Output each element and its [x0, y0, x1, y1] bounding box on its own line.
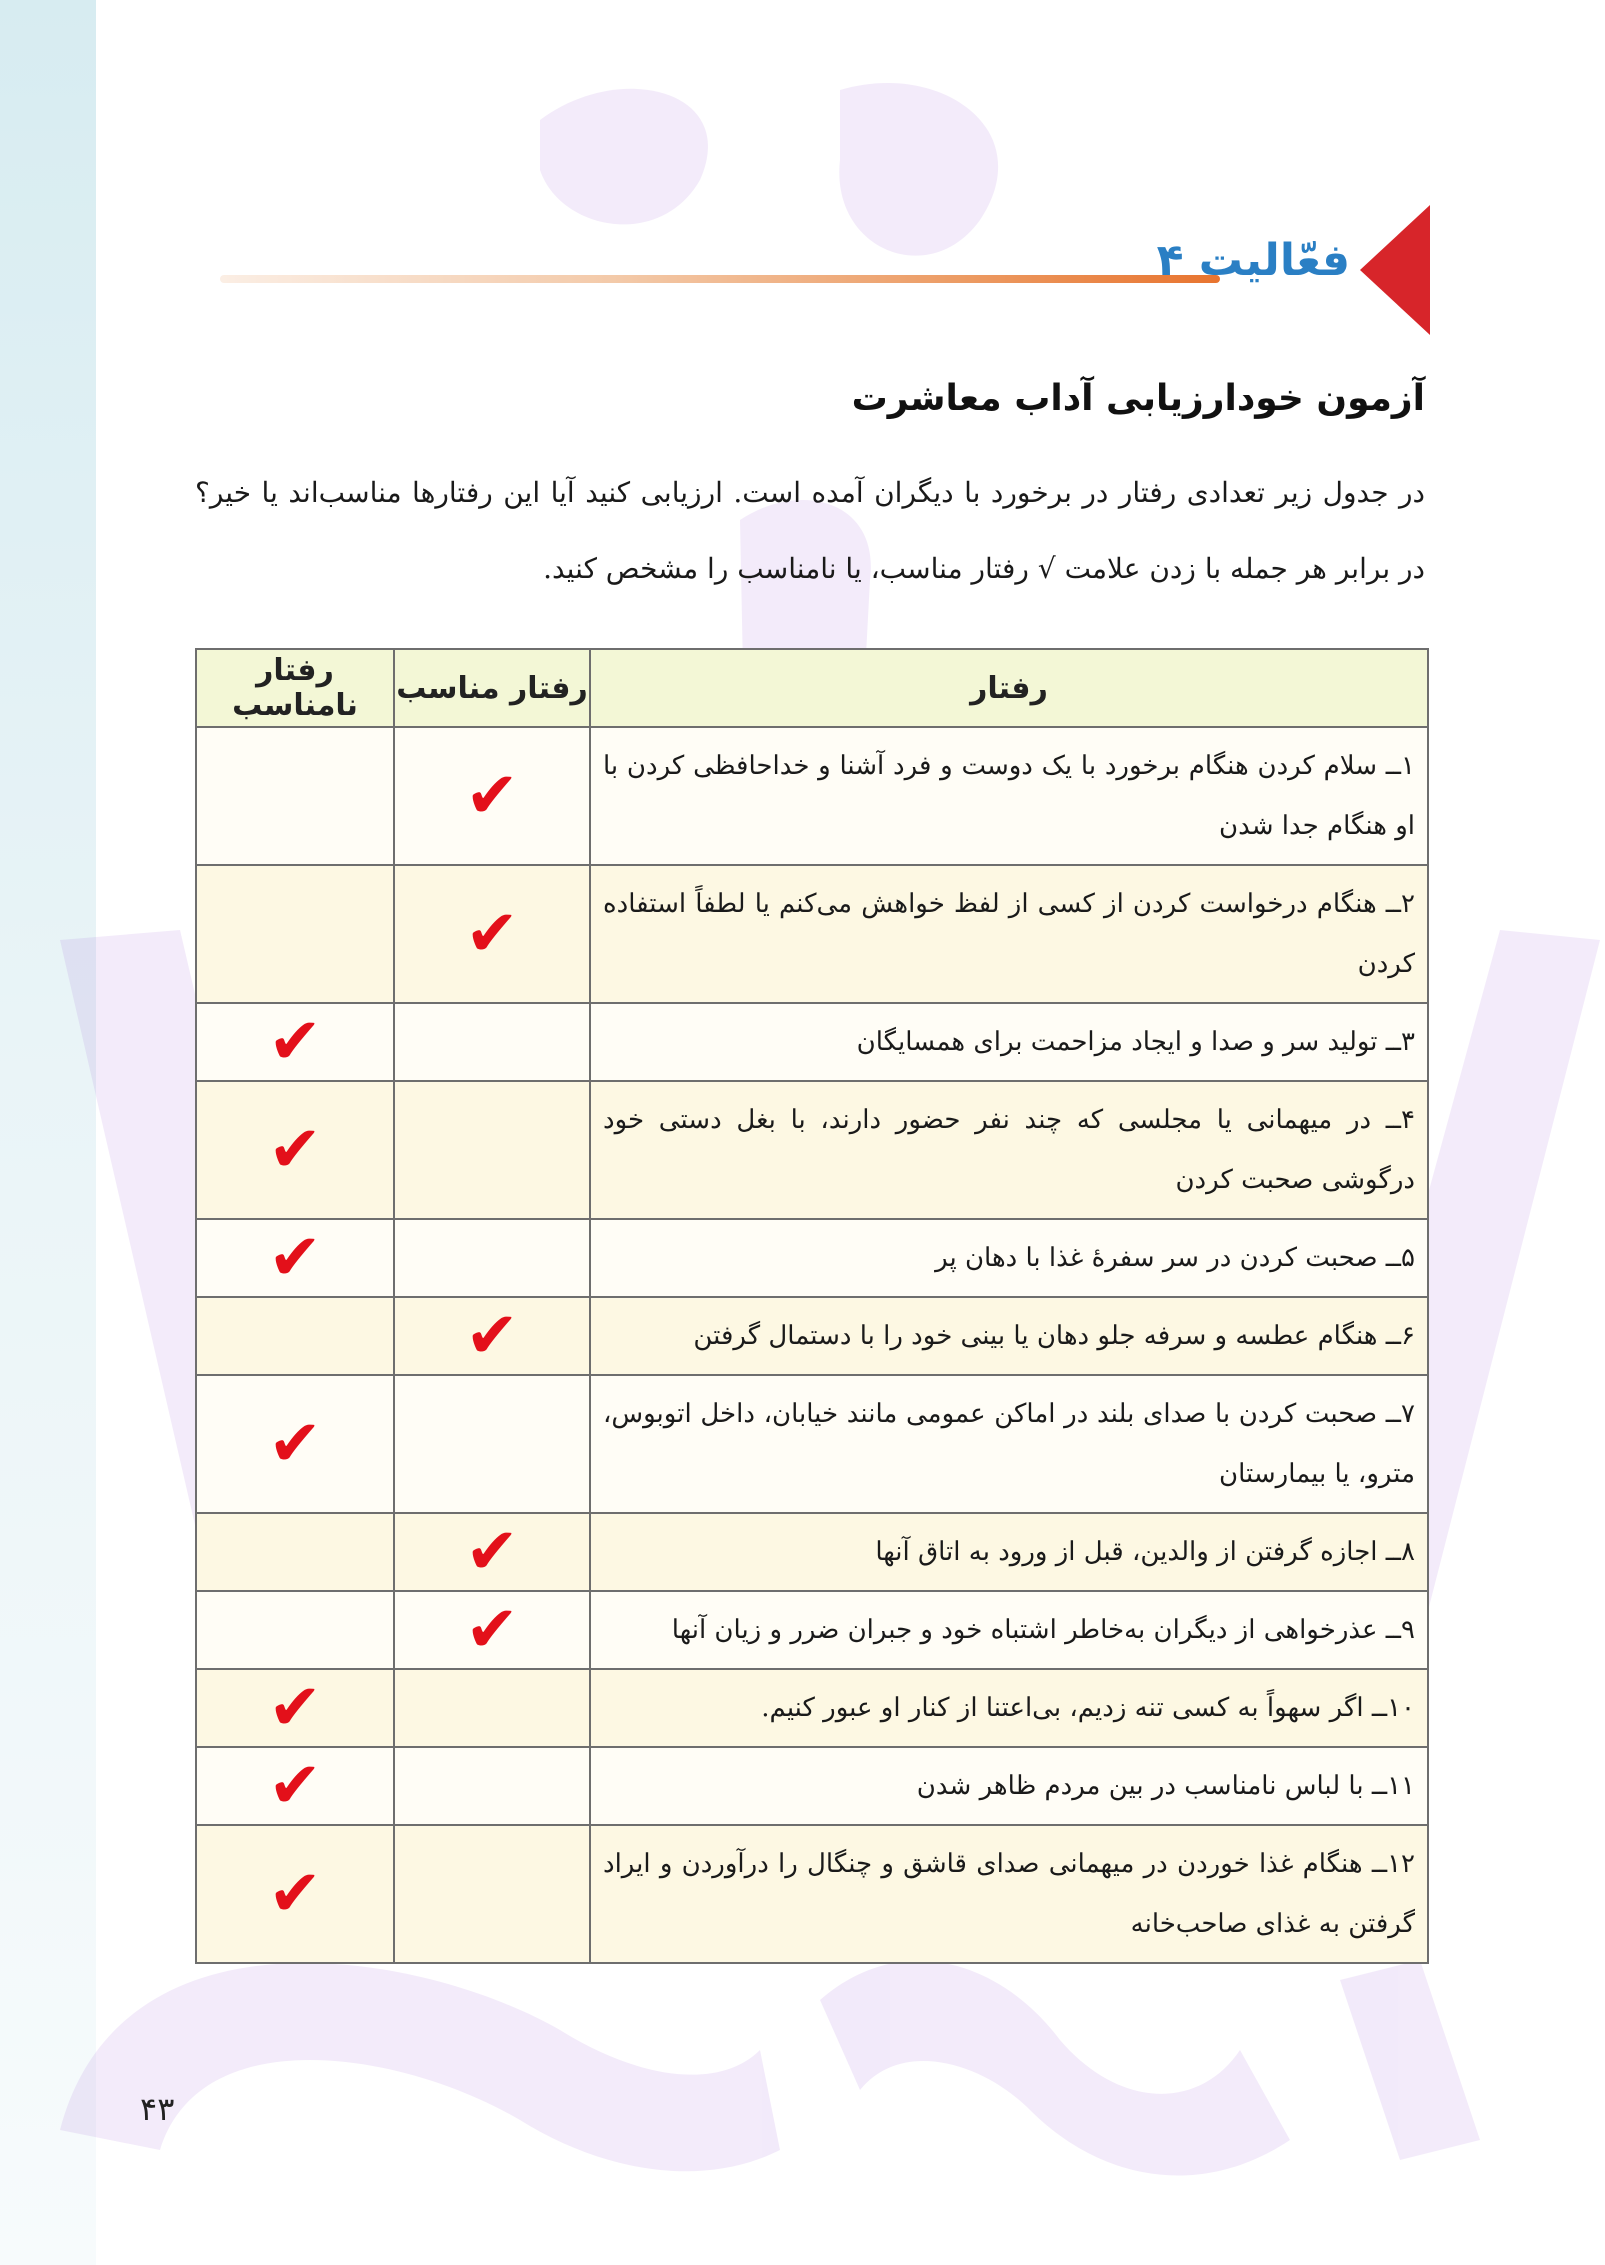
checkmark-icon: ✔: [268, 1113, 322, 1187]
table-row: [196, 1825, 1428, 1963]
appropriate-cell[interactable]: [394, 727, 590, 865]
checkmark-icon: ✔: [465, 1593, 519, 1667]
table-row: [196, 1591, 1428, 1669]
table-row: [196, 1747, 1428, 1825]
checkmark-icon: ✔: [268, 1749, 322, 1823]
behavior-text: ۴ــ در میهمانی یا مجلسی که چند نفر حضور دارند، با بغل دستی خود درگوشی صحبت کردن: [590, 1081, 1428, 1219]
behavior-text: ۱ــ سلام کردن هنگام برخورد با یک دوست و فرد آشنا و خداحافظی کردن با او هنگام جدا شدن: [590, 727, 1428, 865]
appropriate-cell[interactable]: [394, 1513, 590, 1591]
inappropriate-cell[interactable]: [196, 1591, 394, 1669]
checkmark-icon: ✔: [465, 759, 519, 833]
appropriate-cell[interactable]: [394, 1591, 590, 1669]
appropriate-cell[interactable]: [394, 1747, 590, 1825]
behavior-text: ۹ــ عذرخواهی از دیگران به‌خاطر اشتباه خود و جبران ضرر و زیان آنها: [590, 1591, 1428, 1669]
checkmark-icon: ✔: [268, 1857, 322, 1931]
behavior-text: ۷ــ صحبت کردن با صدای بلند در اماکن عمومی مانند خیابان، داخل اتوبوس، مترو، یا بیمارستان: [590, 1375, 1428, 1513]
header-appropriate: رفتار مناسب: [394, 649, 590, 727]
table-row: [196, 1003, 1428, 1081]
table-row: [196, 1297, 1428, 1375]
activity-marker-icon: [1360, 205, 1430, 335]
section-title: آزمون خودارزیابی آداب معاشرت: [851, 378, 1425, 419]
intro-paragraph: در جدول زیر تعدادی رفتار در برخورد با دیگران آمده است. ارزیابی کنید آیا این رفتارها مناسب‌اند یا خیر؟ در برابر هر جمله با زدن علامت √ رفتار مناسب، یا نامناسب را مشخص کنید.: [195, 476, 1425, 585]
checkmark-icon: ✔: [268, 1005, 322, 1079]
appropriate-cell[interactable]: [394, 1825, 590, 1963]
table-row: [196, 1375, 1428, 1513]
behavior-text: ۱۰ــ اگر سهواً به کسی تنه زدیم، بی‌اعتنا از کنار او عبور کنیم.: [590, 1669, 1428, 1747]
behavior-text: ۵ــ صحبت کردن در سر سفرهٔ غذا با دهان پر: [590, 1219, 1428, 1297]
inappropriate-cell[interactable]: [196, 1003, 394, 1081]
inappropriate-cell[interactable]: [196, 1513, 394, 1591]
table-row: [196, 865, 1428, 1003]
table-row: [196, 1219, 1428, 1297]
page-number: ۴۳: [140, 2090, 175, 2128]
checkmark-icon: ✔: [268, 1671, 322, 1745]
activity-header: [200, 205, 1430, 335]
table-row: [196, 1081, 1428, 1219]
inappropriate-cell[interactable]: [196, 1669, 394, 1747]
behavior-text: ۱۲ــ هنگام غذا خوردن در میهمانی صدای قاشق و چنگال را درآوردن و ایراد گرفتن به غذای صاحب‌خانه: [590, 1825, 1428, 1963]
checkmark-icon: ✔: [268, 1221, 322, 1295]
inappropriate-cell[interactable]: [196, 1219, 394, 1297]
appropriate-cell[interactable]: [394, 1219, 590, 1297]
activity-title: فعّالیت ۴: [1156, 235, 1350, 286]
appropriate-cell[interactable]: [394, 1375, 590, 1513]
inappropriate-cell[interactable]: [196, 1747, 394, 1825]
appropriate-cell[interactable]: [394, 1297, 590, 1375]
header-behavior: رفتار: [590, 649, 1428, 727]
table-row: [196, 1669, 1428, 1747]
checkmark-icon: ✔: [465, 1515, 519, 1589]
checkmark-icon: ✔: [465, 897, 519, 971]
appropriate-cell[interactable]: [394, 865, 590, 1003]
page-edge-strip: [0, 0, 96, 2265]
table-row: [196, 727, 1428, 865]
checkmark-icon: ✔: [268, 1407, 322, 1481]
behavior-text: ۶ــ هنگام عطسه و سرفه جلو دهان یا بینی خود را با دستمال گرفتن: [590, 1297, 1428, 1375]
table-body: [196, 727, 1428, 1963]
behavior-text: ۱۱ــ با لباس نامناسب در بین مردم ظاهر شدن: [590, 1747, 1428, 1825]
behavior-text: ۳ــ تولید سر و صدا و ایجاد مزاحمت برای همسایگان: [590, 1003, 1428, 1081]
inappropriate-cell[interactable]: [196, 727, 394, 865]
behavior-table: [195, 648, 1427, 1964]
inappropriate-cell[interactable]: [196, 1825, 394, 1963]
behavior-text: ۸ــ اجازه گرفتن از والدین، قبل از ورود به اتاق آنها: [590, 1513, 1428, 1591]
appropriate-cell[interactable]: [394, 1081, 590, 1219]
checkmark-icon: ✔: [465, 1299, 519, 1373]
inappropriate-cell[interactable]: [196, 1375, 394, 1513]
inappropriate-cell[interactable]: [196, 1297, 394, 1375]
inappropriate-cell[interactable]: [196, 1081, 394, 1219]
inappropriate-cell[interactable]: [196, 865, 394, 1003]
table-row: [196, 1513, 1428, 1591]
header-inappropriate: رفتار نامناسب: [196, 649, 394, 727]
behavior-text: ۲ــ هنگام درخواست کردن از کسی از لفظ خواهش می‌کنم یا لطفاً استفاده کردن: [590, 865, 1428, 1003]
appropriate-cell[interactable]: [394, 1669, 590, 1747]
appropriate-cell[interactable]: [394, 1003, 590, 1081]
activity-divider-line: [220, 275, 1220, 283]
